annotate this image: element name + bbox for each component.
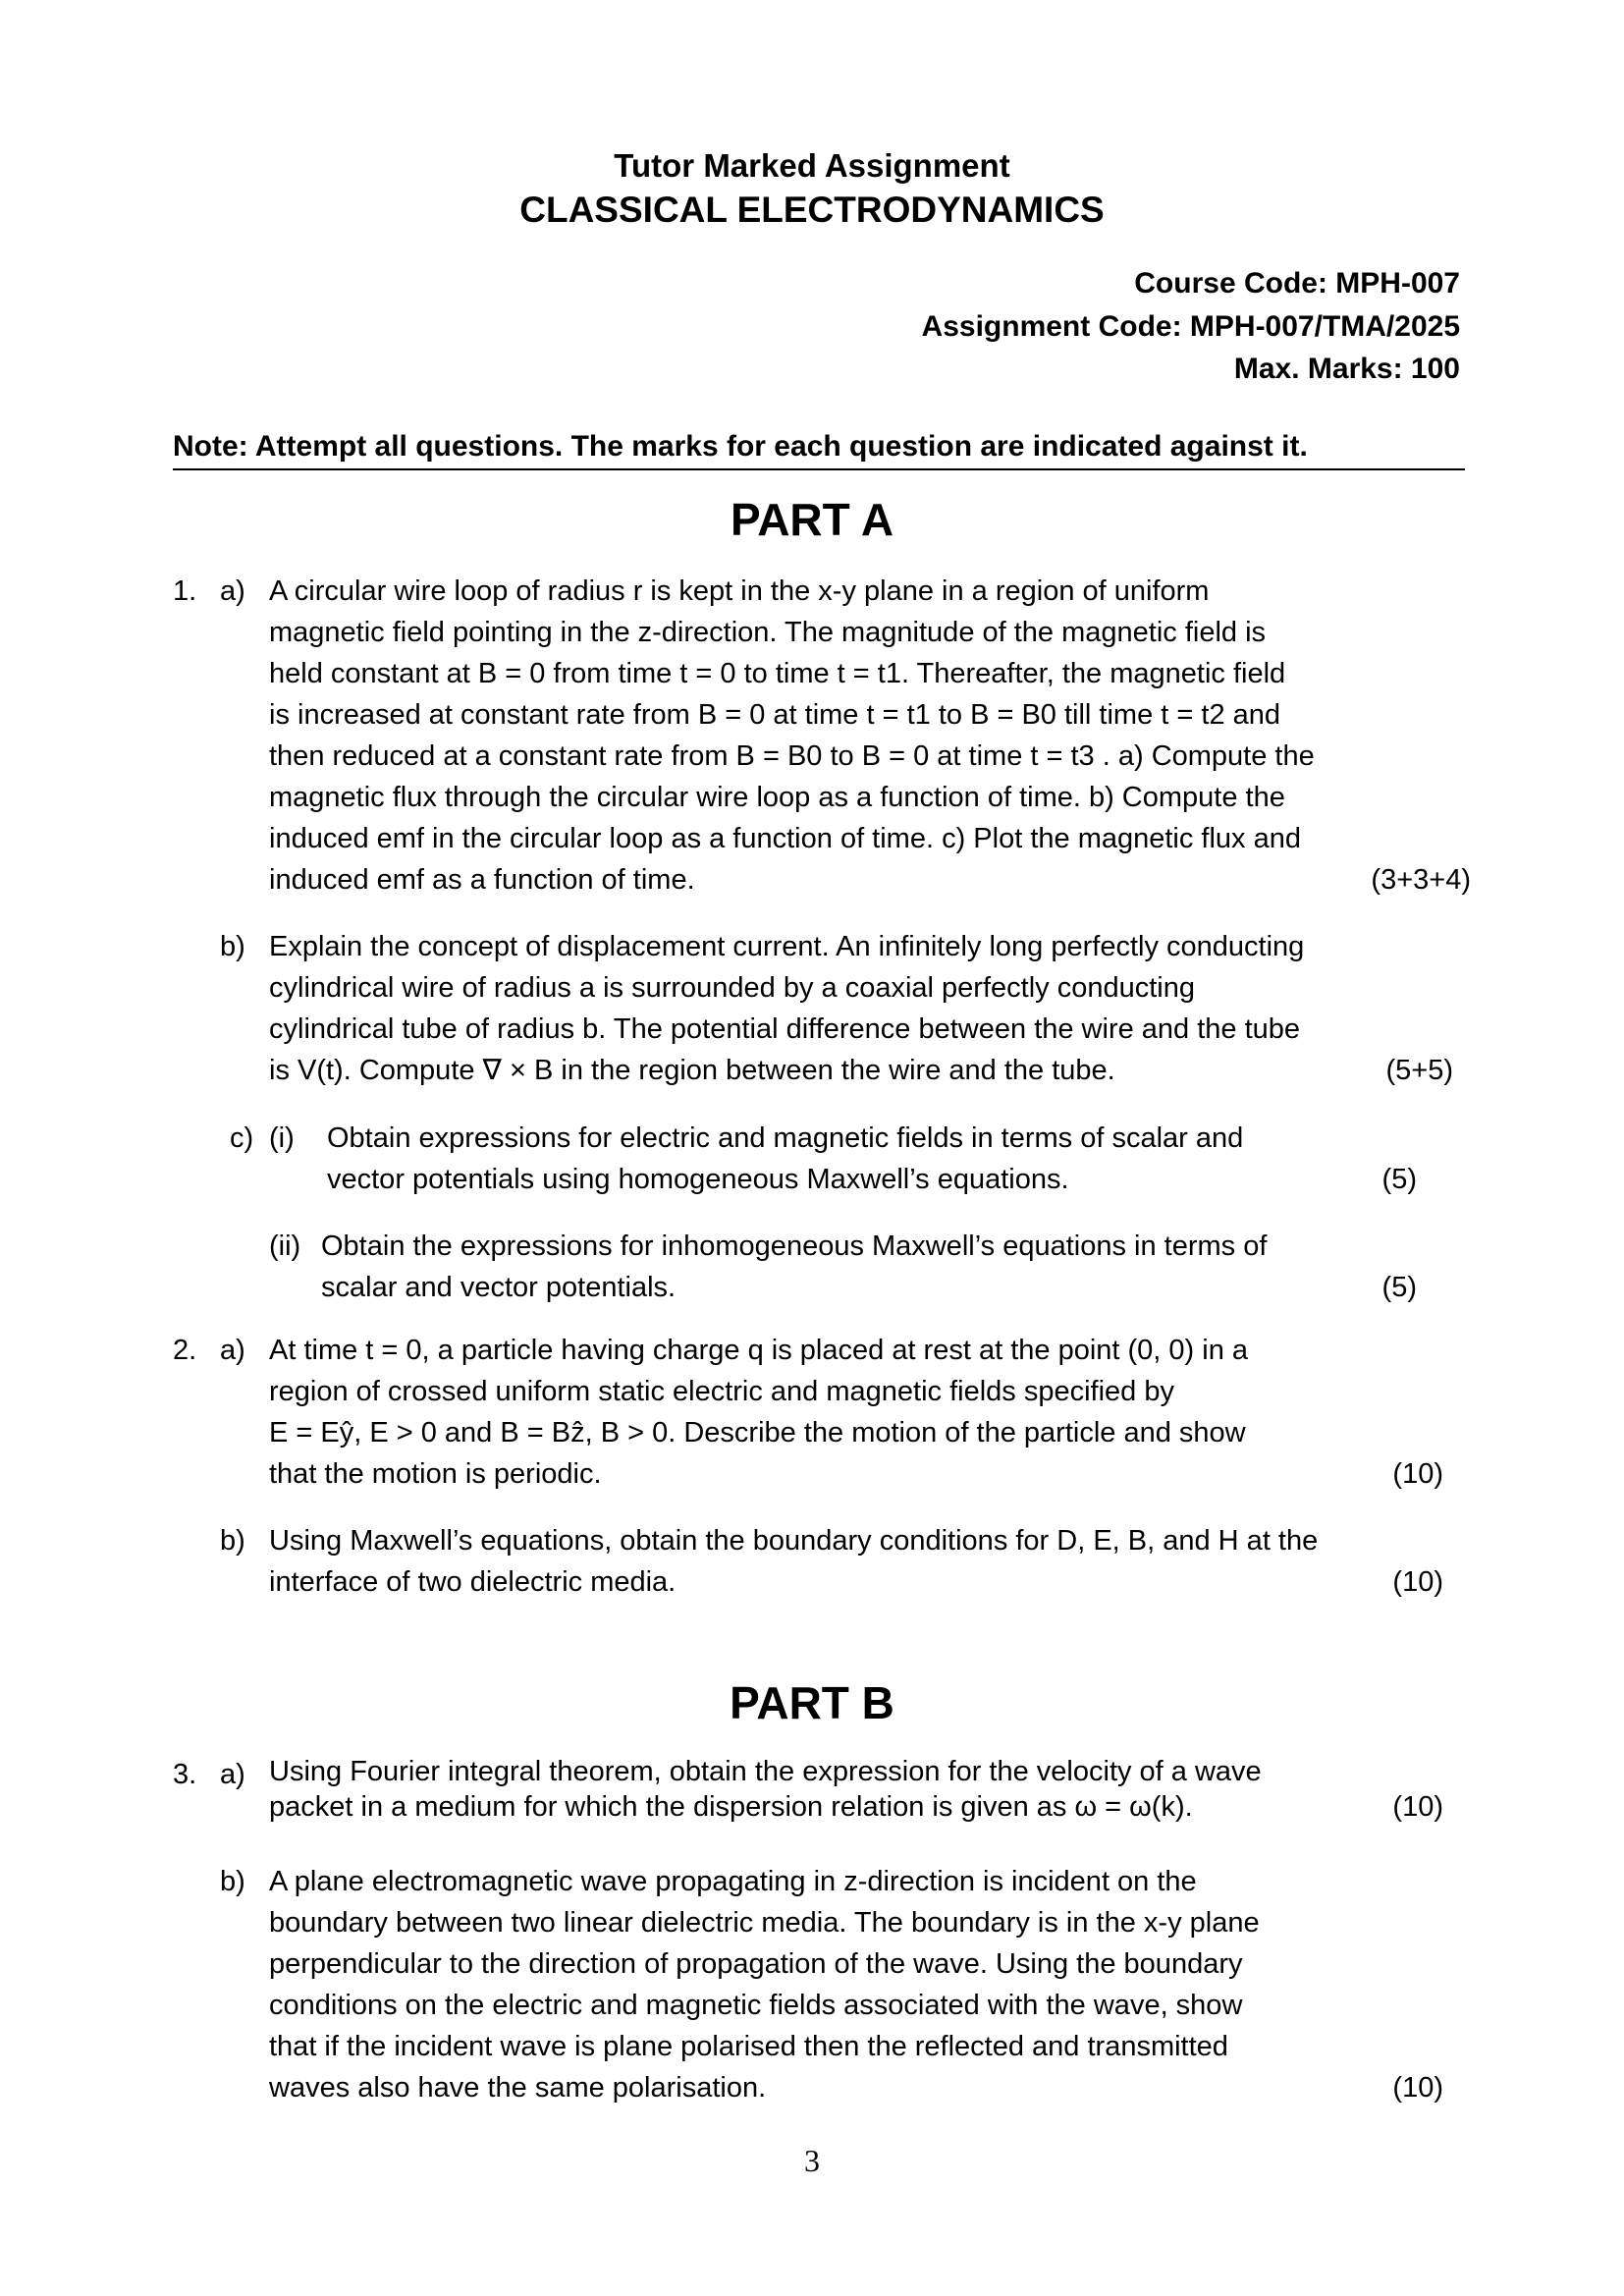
question-3a-text [269, 1754, 1262, 1825]
marks-label: (5) [1381, 1164, 1417, 1195]
question-1b-text [269, 926, 1304, 1091]
marks-label: (5+5) [1385, 1055, 1453, 1086]
subquestion-label: b) [220, 1525, 245, 1557]
question-1c-i-text [327, 1118, 1243, 1200]
text-line: boundary between two linear dielectric media. The boundary is in the x-y plane [269, 1907, 1260, 1939]
question-1c-ii-text [321, 1226, 1267, 1308]
question-number: 1. [173, 575, 197, 607]
text-line: Obtain expressions for electric and magnetic fields in terms of scalar and [327, 1122, 1244, 1154]
text-line: interface of two dielectric media. [269, 1566, 677, 1598]
text-line: is V(t). Compute ∇ × B in the region between the wire and the tube. [269, 1055, 1115, 1086]
text-line: cylindrical tube of radius b. The potential difference between the wire and the tube [269, 1013, 1301, 1045]
text-line: is increased at constant rate from B = 0 at time t = t1 to B = B0 till time t = t2 and [269, 699, 1281, 731]
max-marks: Max. Marks: 100 [1233, 353, 1460, 385]
question-1a-text [269, 571, 1315, 901]
text-line: that if the incident wave is plane polarised then the reflected and transmitted [269, 2031, 1228, 2062]
subpart-label: (ii) [269, 1230, 301, 1262]
text-line: A circular wire loop of radius r is kept in the x-y plane in a region of uniform [269, 575, 1210, 607]
course-code: Course Code: MPH-007 [1134, 267, 1460, 300]
question-number: 2. [173, 1335, 197, 1366]
text-line: Obtain the expressions for inhomogeneous Maxwell’s equations in terms of [321, 1230, 1268, 1262]
text-line: magnetic flux through the circular wire loop as a function of time. b) Compute the [269, 782, 1285, 813]
part-b-heading: PART B [730, 1677, 894, 1728]
text-line: Using Fourier integral theorem, obtain the expression for the velocity of a wave [269, 1756, 1262, 1787]
document-title: Tutor Marked Assignment [614, 147, 1010, 184]
subpart-label: (i) [269, 1122, 295, 1154]
text-line: perpendicular to the direction of propagation of the wave. Using the boundary [269, 1948, 1243, 1980]
text-line: cylindrical wire of radius a is surrounded by a coaxial perfectly conducting [269, 972, 1195, 1004]
assignment-code: Assignment Code: MPH-007/TMA/2025 [921, 310, 1460, 343]
marks-label: (10) [1392, 2072, 1443, 2104]
text-line: induced emf in the circular loop as a function of time. c) Plot the magnetic flux and [269, 823, 1301, 854]
subquestion-label: c) [230, 1122, 254, 1154]
text-line: A plane electromagnetic wave propagating in z-direction is incident on the [269, 1866, 1197, 1897]
marks-label: (10) [1392, 1458, 1443, 1490]
text-line: vector potentials using homogeneous Maxwell’s equations. [327, 1164, 1069, 1195]
text-line: Using Maxwell’s equations, obtain the boundary conditions for D, E, B, and H at the [269, 1525, 1319, 1557]
text-line: held constant at B = 0 from time t = 0 to time t = t1. Thereafter, the magnetic field [269, 658, 1286, 689]
subquestion-label: b) [220, 1866, 245, 1897]
divider [173, 468, 1465, 470]
question-2b-text [269, 1520, 1318, 1603]
text-line: waves also have the same polarisation. [269, 2072, 767, 2104]
text-line: magnetic field pointing in the z-direction. The magnitude of the magnetic field is [269, 617, 1267, 648]
text-line: At time t = 0, a particle having charge q is placed at rest at the point (0, 0) in a [269, 1335, 1249, 1366]
question-2a-text [269, 1330, 1248, 1495]
marks-label: (3+3+4) [1371, 864, 1471, 896]
part-a-heading: PART A [730, 494, 894, 545]
document-subtitle: CLASSICAL ELECTRODYNAMICS [519, 190, 1105, 230]
text-line: that the motion is periodic. [269, 1458, 602, 1490]
text-line: E = Eŷ, E > 0 and B = Bẑ, B > 0. Describe the motion of the particle and show [269, 1417, 1246, 1449]
text-line: induced emf as a function of time. [269, 864, 695, 896]
text-line: region of crossed uniform static electric and magnetic fields specified by [269, 1376, 1174, 1407]
question-number: 3. [173, 1759, 197, 1790]
text-line: packet in a medium for which the dispersion relation is given as ω = ω(k). [269, 1791, 1193, 1823]
text-line: conditions on the electric and magnetic fields associated with the wave, show [269, 1990, 1243, 2021]
marks-label: (10) [1392, 1791, 1443, 1823]
marks-label: (10) [1392, 1566, 1443, 1598]
text-line: then reduced at a constant rate from B = B0 to B = 0 at time t = t3 . a) Compute the [269, 740, 1315, 772]
marks-label: (5) [1381, 1272, 1417, 1303]
instructions-note: Note: Attempt all questions. The marks for each question are indicated against it. [173, 430, 1308, 463]
text-line: Explain the concept of displacement current. An infinitely long perfectly conducting [269, 931, 1305, 962]
subquestion-label: a) [220, 1335, 245, 1366]
page-number: 3 [804, 2143, 820, 2178]
text-line: scalar and vector potentials. [321, 1272, 677, 1303]
subquestion-label: a) [220, 575, 245, 607]
question-3b-text [269, 1861, 1260, 2108]
subquestion-label: b) [220, 931, 245, 962]
subquestion-label: a) [220, 1759, 245, 1790]
